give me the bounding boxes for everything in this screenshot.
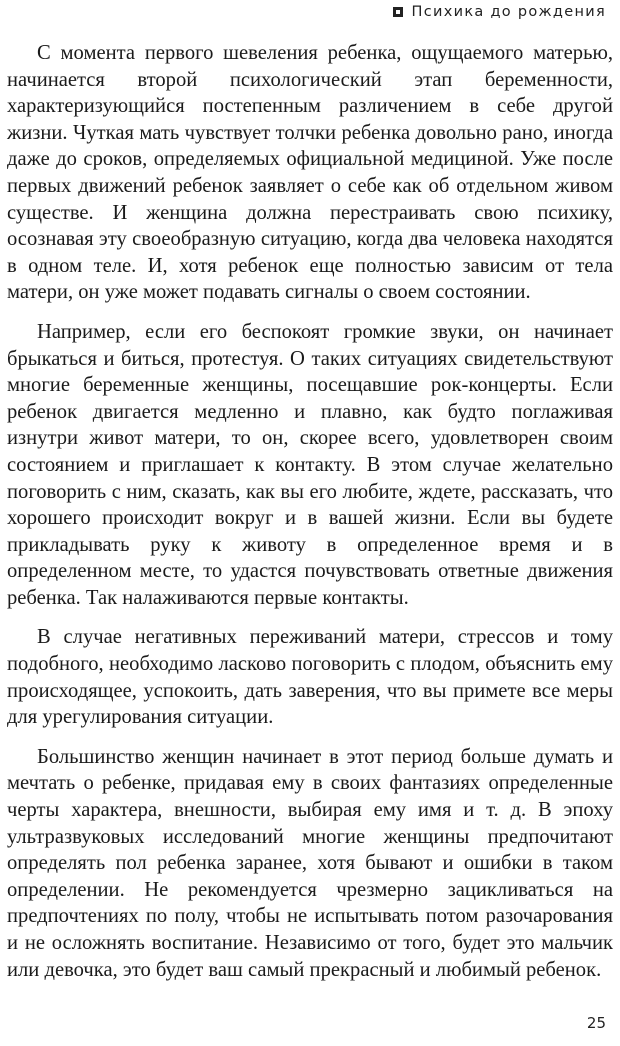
page-number: 25 (586, 1014, 606, 1032)
running-header (393, 4, 606, 20)
square-bullet-icon (393, 7, 403, 17)
body-text (7, 40, 613, 996)
paragraph-1: С момента первого шевеления ребенка, ощущаемого матерью, начинается второй психологический этап беременности, характеризующийся постепенным различением в себе другой жизни. Чуткая мать чувствует толчки ребенка довольно рано, иногда даже до сроков, определяемых официальной медициной. Уже после первых движений ребенок заявляет о себе как об отдельном живом существе. И женщина должна перестраивать свою психику, осознавая эту своеобразную ситуацию, когда два человека находятся в одном теле. И, хотя ребенок еще полностью зависим от тела матери, он уже может подавать сигналы о своем состоянии. (7, 42, 613, 304)
paragraph-2: Например, если его беспокоят громкие звуки, он начинает брыкаться и биться, протестуя. О таких ситуациях свидетельствуют многие беременные женщины, посещавшие рок-концерты. Если ребенок двигается медленно и плавно, как будто поглаживая изнутри живот матери, то он, скорее всего, удовлетворен своим состоянием и приглашает к контакту. В этом случае желательно поговорить с ним, сказать, как вы его любите, ждете, рассказать, что хорошего происходит вокруг и в вашей жизни. Если вы будете прикладывать руку к животу в определенное время и в определенном месте, то удастся почувствовать ответные движения ребенка. Так налаживаются первые контакты. (7, 320, 613, 609)
paragraph-4: Большинство женщин начинает в этот период больше думать и мечтать о ребенке, придавая ему в своих фантазиях определенные черты характера, внешности, выбирая ему имя и т. д. В эпоху ультразвуковых исследований многие женщины предпочитают определять пол ребенка заранее, хотя бывают и ошибки в таком определении. Не рекомендуется чрезмерно зацикливаться на предпочтениях по полу, чтобы не испытывать потом разочарования и не осложнять воспитание. Независимо от того, будет это мальчик или девочка, это будет ваш самый прекрасный и любимый ребенок. (7, 745, 613, 981)
paragraph-3: В случае негативных переживаний матери, стрессов и тому подобного, необходимо ласково поговорить с плодом, объяснить ему происходящее, успокоить, дать заверения, что вы примете все меры для урегулирования ситуации. (7, 626, 613, 729)
running-title: Психика до рождения (411, 4, 606, 20)
